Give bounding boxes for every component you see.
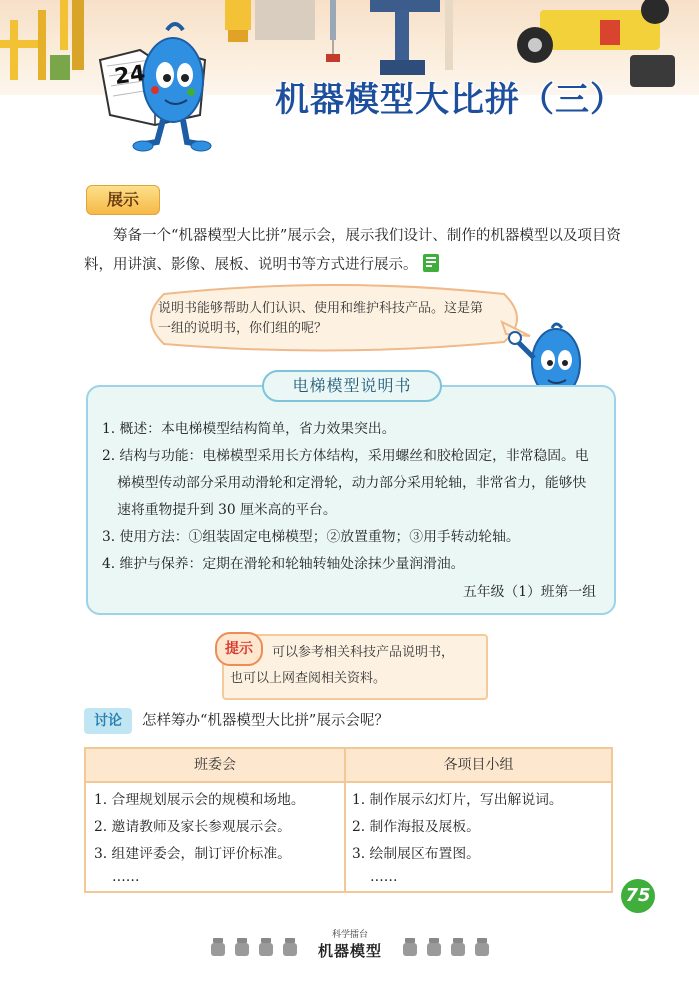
hint-line: 也可以上网查阅相关资料。 <box>230 671 387 686</box>
bolt-icon <box>450 938 466 958</box>
manual-title: 电梯模型说明书 <box>262 370 442 402</box>
table-header-project-groups: 各项目小组 <box>443 757 514 773</box>
footer-unit: 机器模型 <box>317 942 382 960</box>
manual-list <box>102 416 600 578</box>
plan-table <box>84 747 613 893</box>
manual-item: 2. 结构与功能：电梯模型采用长方体结构，采用螺丝和胶枪固定，非常稳固。电梯模型传动部分采用动滑轮和定滑轮，动力部分采用轮轴，非常省力，能够快速将重物提升到 30 厘米高的平台。 <box>102 448 589 518</box>
discussion-question: 怎样筹办“机器模型大比拼”展示会呢？ <box>142 713 389 729</box>
manual-item: 1. 概述：本电梯模型结构简单，省力效果突出。 <box>102 421 396 437</box>
manual-item: 3. 使用方法：①组装固定电梯模型；②放置重物；③用手转动轮轴。 <box>102 529 520 545</box>
lesson-number: 24 <box>113 60 147 91</box>
bolt-icon <box>426 938 442 958</box>
table-cell: 3. 绘制展区布置图。 <box>352 846 480 862</box>
table-column-left <box>94 787 342 886</box>
table-divider <box>344 749 346 891</box>
bubble-text: 说明书能够帮助人们认识、使用和维护科技产品。这是第一组的说明书，你们组的呢？ <box>158 301 484 336</box>
intro-text: 筹备一个“机器模型大比拼”展示会，展示我们设计、制作的机器模型以及项目资料，用讲演、影像、展板、说明书等方式进行展示。 <box>84 228 621 273</box>
table-cell: 2. 制作海报及展板。 <box>352 819 480 835</box>
intro-paragraph <box>84 222 624 280</box>
manual-item: 4. 维护与保养：定期在滑轮和轮轴转轴处涂抹少量润滑油。 <box>102 556 465 572</box>
hint-badge: 提示 <box>215 632 263 666</box>
table-cell: 1. 合理规划展示会的规模和场地。 <box>94 792 305 808</box>
bolt-icon <box>210 938 226 958</box>
bolt-icon <box>402 938 418 958</box>
table-header-class-committee: 班委会 <box>194 757 236 773</box>
bolt-icon <box>258 938 274 958</box>
discussion-badge: 讨论 <box>84 708 132 734</box>
activity-book-icon <box>422 253 440 273</box>
bolt-icon <box>474 938 490 958</box>
table-cell: 2. 邀请教师及家长参观展示会。 <box>94 819 291 835</box>
table-cell: 3. 组建评委会，制订评价标准。 <box>94 846 291 862</box>
bolt-icon <box>282 938 298 958</box>
manual-signature: 五年级（1）班第一组 <box>463 584 596 600</box>
table-cell: …… <box>112 869 140 885</box>
table-cell: 1. 制作展示幻灯片，写出解说词。 <box>352 792 563 808</box>
hint-line: 可以参考相关科技产品说明书， <box>272 645 455 660</box>
page-title: 机器模型大比拼（三） <box>275 80 625 120</box>
table-column-right <box>352 787 610 886</box>
footer-series: 科学擂台 <box>331 930 368 940</box>
page-number: 75 <box>621 879 655 913</box>
bolt-icon <box>234 938 250 958</box>
section-label: 展示 <box>86 185 160 215</box>
table-cell: …… <box>370 869 398 885</box>
hint-text <box>230 640 480 692</box>
